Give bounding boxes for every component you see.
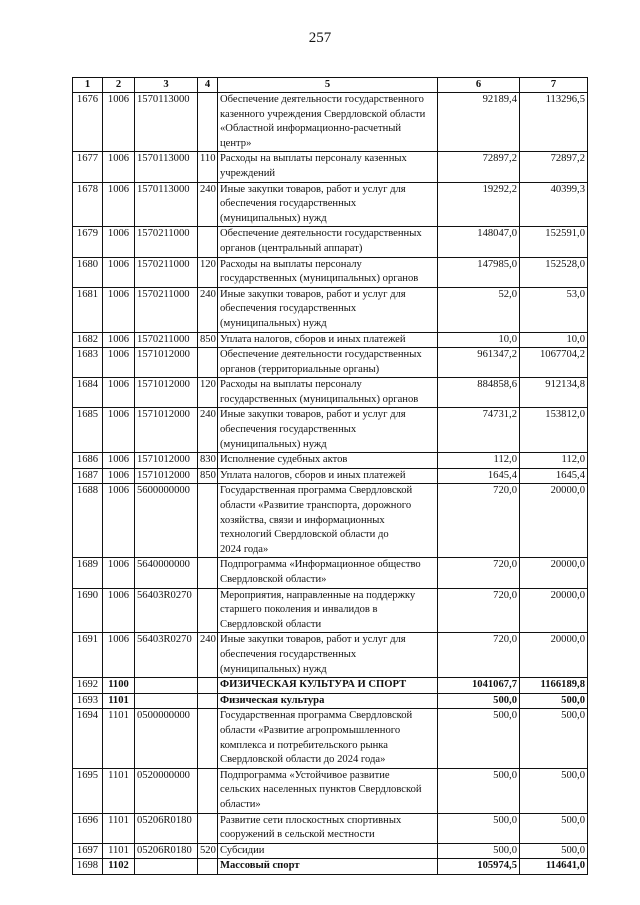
item-name-line: Расходы на выплаты персоналу — [220, 379, 362, 391]
row-number: 1692 — [73, 678, 103, 694]
section-code: 1006 — [103, 257, 135, 287]
item-name-line: обеспечения государственных — [220, 303, 357, 315]
expense-type-code — [198, 93, 218, 152]
amount-col7: 1645,4 — [520, 468, 588, 484]
amount-col7: 113296,5 — [520, 93, 588, 152]
row-number: 1686 — [73, 453, 103, 469]
item-name-line: старшего поколения и инвалидов в — [220, 604, 378, 616]
item-name — [218, 152, 438, 182]
expense-type-code — [198, 588, 218, 633]
item-name — [218, 468, 438, 484]
target-code: 1570113000 — [135, 93, 198, 152]
table-row — [73, 813, 588, 843]
budget-table — [72, 77, 588, 875]
target-code: 1571012000 — [135, 348, 198, 378]
item-name-line: обеспечения государственных — [220, 648, 357, 660]
item-name-line: (муниципальных) нужд — [220, 212, 327, 224]
amount-col7: 500,0 — [520, 693, 588, 709]
amount-col7: 500,0 — [520, 843, 588, 859]
amount-col7: 40399,3 — [520, 182, 588, 227]
section-code: 1006 — [103, 182, 135, 227]
expense-type-code: 120 — [198, 378, 218, 408]
target-code: 1571012000 — [135, 408, 198, 453]
amount-col7: 500,0 — [520, 709, 588, 768]
item-name-line: Иные закупки товаров, работ и услуг для — [220, 634, 406, 646]
amount-col6: 720,0 — [438, 588, 520, 633]
target-code — [135, 693, 198, 709]
item-name — [218, 408, 438, 453]
table-row — [73, 287, 588, 332]
item-name — [218, 227, 438, 257]
expense-type-code: 850 — [198, 468, 218, 484]
item-name — [218, 709, 438, 768]
item-name-line: 2024 года» — [220, 543, 269, 555]
item-name-line: Массовый спорт — [220, 860, 300, 872]
item-name — [218, 287, 438, 332]
amount-col6: 500,0 — [438, 693, 520, 709]
item-name — [218, 257, 438, 287]
target-code: 05206R0180 — [135, 813, 198, 843]
item-name-line: области «Развитие транспорта, дорожного — [220, 500, 412, 512]
table-row — [73, 93, 588, 152]
amount-col6: 500,0 — [438, 813, 520, 843]
row-number: 1693 — [73, 693, 103, 709]
expense-type-code — [198, 693, 218, 709]
amount-col7: 500,0 — [520, 768, 588, 813]
row-number: 1683 — [73, 348, 103, 378]
item-name — [218, 348, 438, 378]
row-number: 1682 — [73, 332, 103, 348]
expense-type-code: 240 — [198, 182, 218, 227]
table-row — [73, 348, 588, 378]
item-name-line: государственных (муниципальных) органов — [220, 393, 419, 405]
section-code: 1006 — [103, 332, 135, 348]
section-code: 1101 — [103, 768, 135, 813]
target-code: 1571012000 — [135, 378, 198, 408]
amount-col6: 720,0 — [438, 558, 520, 588]
expense-type-code: 110 — [198, 152, 218, 182]
expense-type-code: 240 — [198, 408, 218, 453]
expense-type-code: 830 — [198, 453, 218, 469]
item-name-line: (муниципальных) нужд — [220, 663, 327, 675]
row-number: 1679 — [73, 227, 103, 257]
amount-col7: 114641,0 — [520, 859, 588, 875]
target-code: 1570211000 — [135, 332, 198, 348]
expense-type-code: 850 — [198, 332, 218, 348]
item-name-line: Государственная программа Свердловской — [220, 485, 413, 497]
amount-col6: 720,0 — [438, 633, 520, 678]
row-number: 1697 — [73, 843, 103, 859]
target-code: 1570211000 — [135, 287, 198, 332]
expense-type-code: 120 — [198, 257, 218, 287]
target-code — [135, 678, 198, 694]
amount-col6: 1041067,7 — [438, 678, 520, 694]
section-code: 1006 — [103, 484, 135, 558]
target-code: 1570211000 — [135, 227, 198, 257]
expense-type-code — [198, 709, 218, 768]
column-header: 4 — [198, 78, 218, 93]
item-name — [218, 378, 438, 408]
amount-col6: 500,0 — [438, 709, 520, 768]
expense-type-code — [198, 768, 218, 813]
item-name-line: (муниципальных) нужд — [220, 438, 327, 450]
header-row — [73, 78, 588, 93]
target-code: 1571012000 — [135, 453, 198, 469]
section-code: 1101 — [103, 693, 135, 709]
section-code: 1006 — [103, 348, 135, 378]
target-code: 05206R0180 — [135, 843, 198, 859]
section-code: 1006 — [103, 588, 135, 633]
item-name-line: Иные закупки товаров, работ и услуг для — [220, 288, 406, 300]
section-code: 1006 — [103, 453, 135, 469]
amount-col6: 148047,0 — [438, 227, 520, 257]
item-name — [218, 453, 438, 469]
expense-type-code — [198, 484, 218, 558]
amount-col6: 147985,0 — [438, 257, 520, 287]
table-row — [73, 558, 588, 588]
item-name — [218, 843, 438, 859]
table-row — [73, 152, 588, 182]
section-code: 1006 — [103, 408, 135, 453]
target-code: 1571012000 — [135, 468, 198, 484]
item-name-line: Исполнение судебных актов — [220, 454, 348, 466]
amount-col7: 10,0 — [520, 332, 588, 348]
column-header: 1 — [73, 78, 103, 93]
table-row — [73, 678, 588, 694]
row-number: 1690 — [73, 588, 103, 633]
item-name-line: Субсидии — [220, 844, 265, 856]
row-number: 1680 — [73, 257, 103, 287]
column-header: 6 — [438, 78, 520, 93]
amount-col7: 20000,0 — [520, 588, 588, 633]
table-row — [73, 182, 588, 227]
table-row — [73, 408, 588, 453]
item-name-line: хозяйства, связи и информационных — [220, 514, 385, 526]
item-name-line: Государственная программа Свердловской — [220, 710, 413, 722]
amount-col7: 152528,0 — [520, 257, 588, 287]
row-number: 1695 — [73, 768, 103, 813]
item-name — [218, 633, 438, 678]
item-name-line: Иные закупки товаров, работ и услуг для — [220, 183, 406, 195]
item-name-line: Подпрограмма «Информационное общество — [220, 559, 421, 571]
item-name-line: области «Развитие агропромышленного — [220, 724, 401, 736]
section-code: 1006 — [103, 152, 135, 182]
row-number: 1698 — [73, 859, 103, 875]
item-name-line: области» — [220, 798, 261, 810]
target-code — [135, 859, 198, 875]
expense-type-code — [198, 227, 218, 257]
item-name-line: центр» — [220, 137, 252, 149]
item-name-line: сооружений в сельской местности — [220, 829, 375, 841]
table-body — [73, 93, 588, 875]
item-name-line: обеспечения государственных — [220, 424, 357, 436]
item-name-line: (муниципальных) нужд — [220, 317, 327, 329]
item-name — [218, 588, 438, 633]
amount-col7: 153812,0 — [520, 408, 588, 453]
target-code: 0500000000 — [135, 709, 198, 768]
amount-col6: 1645,4 — [438, 468, 520, 484]
amount-col7: 1067704,2 — [520, 348, 588, 378]
amount-col7: 152591,0 — [520, 227, 588, 257]
table-row — [73, 468, 588, 484]
expense-type-code — [198, 558, 218, 588]
item-name-line: Свердловской области до 2024 года» — [220, 754, 386, 766]
amount-col6: 500,0 — [438, 843, 520, 859]
table-row — [73, 709, 588, 768]
item-name-line: казенного учреждения Свердловской области — [220, 108, 426, 120]
target-code: 56403R0270 — [135, 633, 198, 678]
row-number: 1676 — [73, 93, 103, 152]
page-number: 257 — [308, 30, 332, 46]
item-name-line: государственных (муниципальных) органов — [220, 273, 419, 285]
item-name-line: Расходы на выплаты персоналу — [220, 258, 362, 270]
table-row — [73, 257, 588, 287]
section-code: 1101 — [103, 813, 135, 843]
item-name-line: технологий Свердловской области до — [220, 529, 389, 541]
table-row — [73, 378, 588, 408]
item-name-line: Уплата налогов, сборов и иных платежей — [220, 469, 406, 481]
item-name-line: «Областной информационно-расчетный — [220, 123, 402, 135]
row-number: 1685 — [73, 408, 103, 453]
amount-col7: 53,0 — [520, 287, 588, 332]
item-name — [218, 693, 438, 709]
item-name — [218, 332, 438, 348]
table-row — [73, 859, 588, 875]
amount-col7: 20000,0 — [520, 484, 588, 558]
expense-type-code — [198, 348, 218, 378]
item-name — [218, 678, 438, 694]
item-name — [218, 484, 438, 558]
item-name-line: учреждений — [220, 167, 276, 179]
section-code: 1006 — [103, 633, 135, 678]
column-header: 2 — [103, 78, 135, 93]
section-code: 1006 — [103, 93, 135, 152]
row-number: 1678 — [73, 182, 103, 227]
table-row — [73, 484, 588, 558]
item-name-line: Расходы на выплаты персоналу казенных — [220, 153, 407, 165]
item-name-line: Развитие сети плоскостных спортивных — [220, 814, 402, 826]
item-name — [218, 768, 438, 813]
amount-col6: 74731,2 — [438, 408, 520, 453]
amount-col7: 500,0 — [520, 813, 588, 843]
amount-col7: 72897,2 — [520, 152, 588, 182]
item-name-line: комплекса и потребительского рынка — [220, 739, 388, 751]
item-name-line: органов (территориальные органы) — [220, 363, 380, 375]
row-number: 1681 — [73, 287, 103, 332]
row-number: 1691 — [73, 633, 103, 678]
row-number: 1684 — [73, 378, 103, 408]
item-name-line: органов (центральный аппарат) — [220, 242, 363, 254]
expense-type-code: 520 — [198, 843, 218, 859]
item-name — [218, 558, 438, 588]
amount-col6: 961347,2 — [438, 348, 520, 378]
table-row — [73, 227, 588, 257]
target-code: 1570113000 — [135, 182, 198, 227]
item-name — [218, 93, 438, 152]
amount-col6: 105974,5 — [438, 859, 520, 875]
item-name-line: Подпрограмма «Устойчивое развитие — [220, 769, 390, 781]
expense-type-code — [198, 859, 218, 875]
expense-type-code: 240 — [198, 287, 218, 332]
amount-col6: 19292,2 — [438, 182, 520, 227]
amount-col6: 92189,4 — [438, 93, 520, 152]
amount-col7: 20000,0 — [520, 633, 588, 678]
section-code: 1006 — [103, 227, 135, 257]
section-code: 1102 — [103, 859, 135, 875]
table-row — [73, 588, 588, 633]
item-name-line: обеспечения государственных — [220, 198, 357, 210]
column-header: 5 — [218, 78, 438, 93]
item-name-line: Обеспечение деятельности государственных — [220, 349, 422, 361]
expense-type-code — [198, 678, 218, 694]
column-header: 3 — [135, 78, 198, 93]
section-code: 1101 — [103, 843, 135, 859]
item-name-line: сельских населенных пунктов Свердловской — [220, 784, 422, 796]
column-header: 7 — [520, 78, 588, 93]
item-name-line: ФИЗИЧЕСКАЯ КУЛЬТУРА И СПОРТ — [220, 679, 407, 691]
section-code: 1006 — [103, 287, 135, 332]
target-code: 1570211000 — [135, 257, 198, 287]
item-name-line: Обеспечение деятельности государственного — [220, 94, 424, 105]
table-row — [73, 693, 588, 709]
table-row — [73, 843, 588, 859]
section-code: 1006 — [103, 558, 135, 588]
expense-type-code — [198, 813, 218, 843]
item-name-line: Физическая культура — [220, 694, 325, 706]
row-number: 1677 — [73, 152, 103, 182]
item-name-line: Уплата налогов, сборов и иных платежей — [220, 333, 406, 345]
item-name-line: Мероприятия, направленные на поддержку — [220, 589, 416, 601]
amount-col6: 72897,2 — [438, 152, 520, 182]
amount-col6: 500,0 — [438, 768, 520, 813]
target-code: 0520000000 — [135, 768, 198, 813]
item-name-line: Обеспечение деятельности государственных — [220, 228, 422, 240]
item-name — [218, 813, 438, 843]
amount-col6: 884858,6 — [438, 378, 520, 408]
table-row — [73, 332, 588, 348]
amount-col7: 112,0 — [520, 453, 588, 469]
row-number: 1687 — [73, 468, 103, 484]
amount-col6: 720,0 — [438, 484, 520, 558]
amount-col7: 912134,8 — [520, 378, 588, 408]
section-code: 1101 — [103, 709, 135, 768]
item-name — [218, 859, 438, 875]
section-code: 1006 — [103, 378, 135, 408]
amount-col7: 1166189,8 — [520, 678, 588, 694]
amount-col7: 20000,0 — [520, 558, 588, 588]
target-code: 1570113000 — [135, 152, 198, 182]
table-row — [73, 453, 588, 469]
target-code: 56403R0270 — [135, 588, 198, 633]
table-row — [73, 768, 588, 813]
expense-type-code: 240 — [198, 633, 218, 678]
item-name-line: Свердловской области» — [220, 574, 327, 585]
item-name-line: Иные закупки товаров, работ и услуг для — [220, 409, 406, 421]
section-code: 1006 — [103, 468, 135, 484]
amount-col6: 10,0 — [438, 332, 520, 348]
section-code: 1100 — [103, 678, 135, 694]
row-number: 1689 — [73, 558, 103, 588]
row-number: 1696 — [73, 813, 103, 843]
amount-col6: 112,0 — [438, 453, 520, 469]
amount-col6: 52,0 — [438, 287, 520, 332]
row-number: 1688 — [73, 484, 103, 558]
table-row — [73, 633, 588, 678]
target-code: 5640000000 — [135, 558, 198, 588]
item-name-line: Свердловской области — [220, 618, 322, 630]
target-code: 5600000000 — [135, 484, 198, 558]
item-name — [218, 182, 438, 227]
row-number: 1694 — [73, 709, 103, 768]
